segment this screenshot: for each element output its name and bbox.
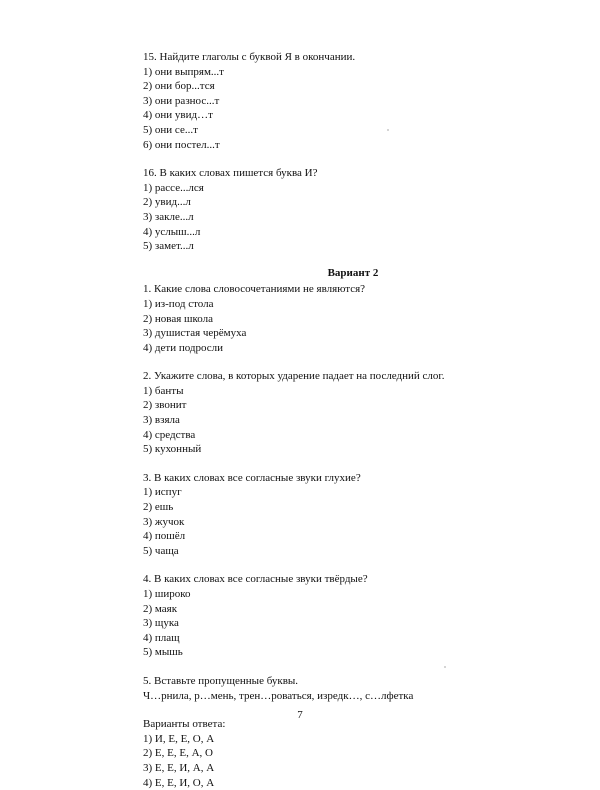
answer-option: 2) новая школа [143, 312, 214, 325]
answer-option: 1) рассе...лся [143, 181, 204, 194]
answer-option: 4) услыш...л [143, 225, 201, 238]
answer-option: 4) Е, Е, И, О, А [143, 776, 215, 789]
answer-option: 1) широко [143, 588, 191, 600]
answer-option: 3) закле...л [143, 210, 194, 223]
answer-option: 4) пошёл [143, 530, 186, 543]
answer-option: 6) они постел...т [143, 138, 220, 151]
answer-option: 5) кухонный [143, 443, 202, 456]
answer-option: 4) плащ [143, 631, 180, 644]
answer-option: 2) Е, Е, Е, А, О [143, 747, 213, 760]
answer-variants [143, 717, 563, 790]
question-text: 5. Вставьте пропущенные буквы. [143, 674, 299, 687]
scan-speck [387, 129, 389, 131]
answer-option: 3) взяла [143, 414, 180, 427]
answer-option: 3) жучок [143, 515, 185, 528]
answer-option: 2) они бор...тся [143, 80, 215, 93]
v2-question-5 [143, 674, 563, 703]
answer-option: 3) они разнос...т [143, 94, 220, 107]
v2-question-2 [143, 369, 563, 457]
question-16 [143, 166, 563, 254]
question-text: 3. В каких словах все согласные звуки глухие? [143, 471, 361, 484]
answer-option: 1) И, Е, Е, О, А [143, 732, 215, 745]
answer-option: 4) дети подросли [143, 341, 224, 354]
answer-option: 3) щука [143, 617, 179, 630]
answer-option: 3) Е, Е, И, А, А [143, 761, 215, 774]
answer-variants-title: Варианты ответа: [143, 718, 226, 731]
question-text: 15. Найдите глаголы с буквой Я в окончании. [143, 51, 356, 63]
answer-option: 5) чаща [143, 544, 179, 557]
answer-option: 1) они выпрям...т [143, 65, 224, 78]
question-text: 1. Какие слова словосочетаниями не являются? [143, 283, 366, 296]
answer-option: 5) мышь [143, 646, 183, 659]
variant-heading: Вариант 2 [327, 266, 379, 279]
answer-option: 1) испуг [143, 486, 182, 499]
answer-option: 5) замет...л [143, 240, 194, 253]
answer-option: 4) средства [143, 428, 196, 441]
v2-question-1 [143, 282, 563, 355]
answer-option: 3) душистая черёмуха [143, 327, 247, 340]
question-text: 16. В каких словах пишется буква И? [143, 167, 318, 180]
answer-option: 5) они се...т [143, 123, 198, 136]
answer-option: 2) звонит [143, 399, 187, 412]
document-page [143, 50, 563, 790]
v2-question-4 [143, 572, 563, 660]
answer-option: 2) ешь [143, 501, 174, 514]
answer-option: 2) увид...л [143, 196, 191, 209]
scan-speck [444, 666, 446, 668]
v2-question-3 [143, 471, 563, 559]
question-15 [143, 50, 563, 152]
answer-option: 4) они увид…т [143, 109, 213, 122]
question-text: 4. В каких словах все согласные звуки твёрдые? [143, 573, 368, 586]
answer-option: 1) из-под стола [143, 297, 214, 310]
question-text: 2. Укажите слова, в которых ударение падает на последний слог. [143, 370, 445, 383]
word-list: Ч…рнила, р…мень, трен…роваться, изредк…, с…лфетка [143, 689, 414, 702]
page-number: 7 [297, 709, 303, 721]
answer-option: 2) маяк [143, 602, 178, 615]
answer-option: 1) банты [143, 384, 184, 397]
